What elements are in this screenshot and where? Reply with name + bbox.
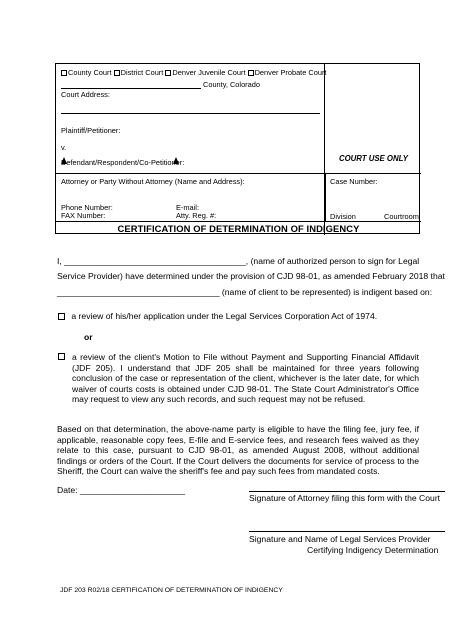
attorney-label: Attorney or Party Without Attorney (Name and Address): xyxy=(61,177,245,186)
option-lsc-review[interactable]: a review of his/her application under the Legal Services Corporation Act of 1974. xyxy=(58,312,377,321)
email-label: E-mail: xyxy=(176,203,199,212)
cjd-provision-line: Service Provider) have determined under the provision of CJD 98-01, as amended February 2018 that xyxy=(57,271,445,281)
checkbox-icon[interactable] xyxy=(114,70,120,76)
defendant-label: Defendant/Respondent/Co-Petitioner: xyxy=(61,158,185,167)
date-field[interactable]: ______________________ xyxy=(79,485,186,495)
checkbox-icon[interactable] xyxy=(58,353,65,360)
triangle-marker-icon xyxy=(61,157,67,164)
authorized-person-line: I, ______________________________________, (name of authorized person to sign for Legal xyxy=(57,256,420,266)
or-label: or xyxy=(84,332,93,342)
caption-divider xyxy=(325,173,326,221)
county-name-field[interactable] xyxy=(61,79,201,89)
county-court-option[interactable]: County Court xyxy=(61,68,112,77)
provider-signature-label: Signature and Name of Legal Services Provider xyxy=(249,534,431,544)
attorney-section xyxy=(56,173,421,221)
attorney-signature-line[interactable] xyxy=(249,491,445,492)
checkbox-icon[interactable] xyxy=(58,313,65,320)
court-address-label: Court Address: xyxy=(61,90,110,99)
court-info-section xyxy=(56,64,325,173)
division-label: Division xyxy=(330,212,356,221)
provider-certifying-label: Certifying Indigency Determination xyxy=(307,545,439,555)
courtroom-label: Courtroom xyxy=(384,212,419,221)
checkbox-icon[interactable] xyxy=(61,70,67,76)
determination-paragraph: Based on that determination, the above-name party is eligible to have the filing fee, jury fee, if applicable, reasonable copy fees, E-file and E-service fees, and research fees waived as they relate to this case, pursuant to CJD 98-01, as amended August 2008, without additional findings or orders of the Court. If the Court delivers the documents for service of process to the Sheriff, the Court can waive the sheriff's fee and pay such fees from mandated costs. xyxy=(57,424,419,476)
client-name-field[interactable]: __________________________________ xyxy=(57,287,220,297)
triangle-marker-icon xyxy=(173,157,179,164)
attorney-signature-label: Signature of Attorney filing this form with the Court xyxy=(249,493,441,503)
option-jdf205-text: a review of the client's Motion to File without Payment and Supporting Financial Affidavit (JDF 205). I understand that JDF 205 shall be maintained for three years following conclusion of the case or representation of the client, whichever is the later date, for which waiver of courts costs is obtained under CJD 98-01. The State Court Administrator's Office may request to view any such records, and such request may not be refused. xyxy=(72,352,419,404)
form-footer: JDF 203 R02/18 CERTIFICATION OF DETERMINATION OF INDIGENCY xyxy=(60,587,283,594)
checkbox-icon[interactable] xyxy=(165,70,171,76)
atty-reg-label: Atty. Reg. #: xyxy=(176,211,217,220)
date-line: Date: ______________________ xyxy=(57,485,186,495)
checkbox-icon[interactable] xyxy=(248,70,254,76)
v-label: v. xyxy=(61,143,67,152)
provider-signature-line[interactable] xyxy=(249,531,445,532)
authorized-person-field[interactable]: ______________________________________ xyxy=(64,256,246,266)
court-options xyxy=(61,68,326,77)
plaintiff-label: Plaintiff/Petitioner: xyxy=(61,126,121,135)
phone-label: Phone Number: xyxy=(61,203,113,212)
caption-box xyxy=(55,63,420,234)
court-use-only-label: COURT USE ONLY xyxy=(338,154,409,163)
case-number-label: Case Number: xyxy=(330,177,378,186)
denver-juvenile-court-option[interactable]: Denver Juvenile Court xyxy=(165,68,245,77)
denver-probate-court-option[interactable]: Denver Probate Court xyxy=(248,68,327,77)
district-court-option[interactable]: District Court xyxy=(114,68,164,77)
fax-label: FAX Number: xyxy=(61,211,106,220)
court-address-field[interactable] xyxy=(61,104,320,114)
client-name-line: __________________________________ (name of client to be represented) is indigent based on: xyxy=(57,287,433,297)
county-suffix: County, Colorado xyxy=(203,80,260,89)
form-title: CERTIFICATION OF DETERMINATION OF INDIGENCY xyxy=(56,221,421,235)
